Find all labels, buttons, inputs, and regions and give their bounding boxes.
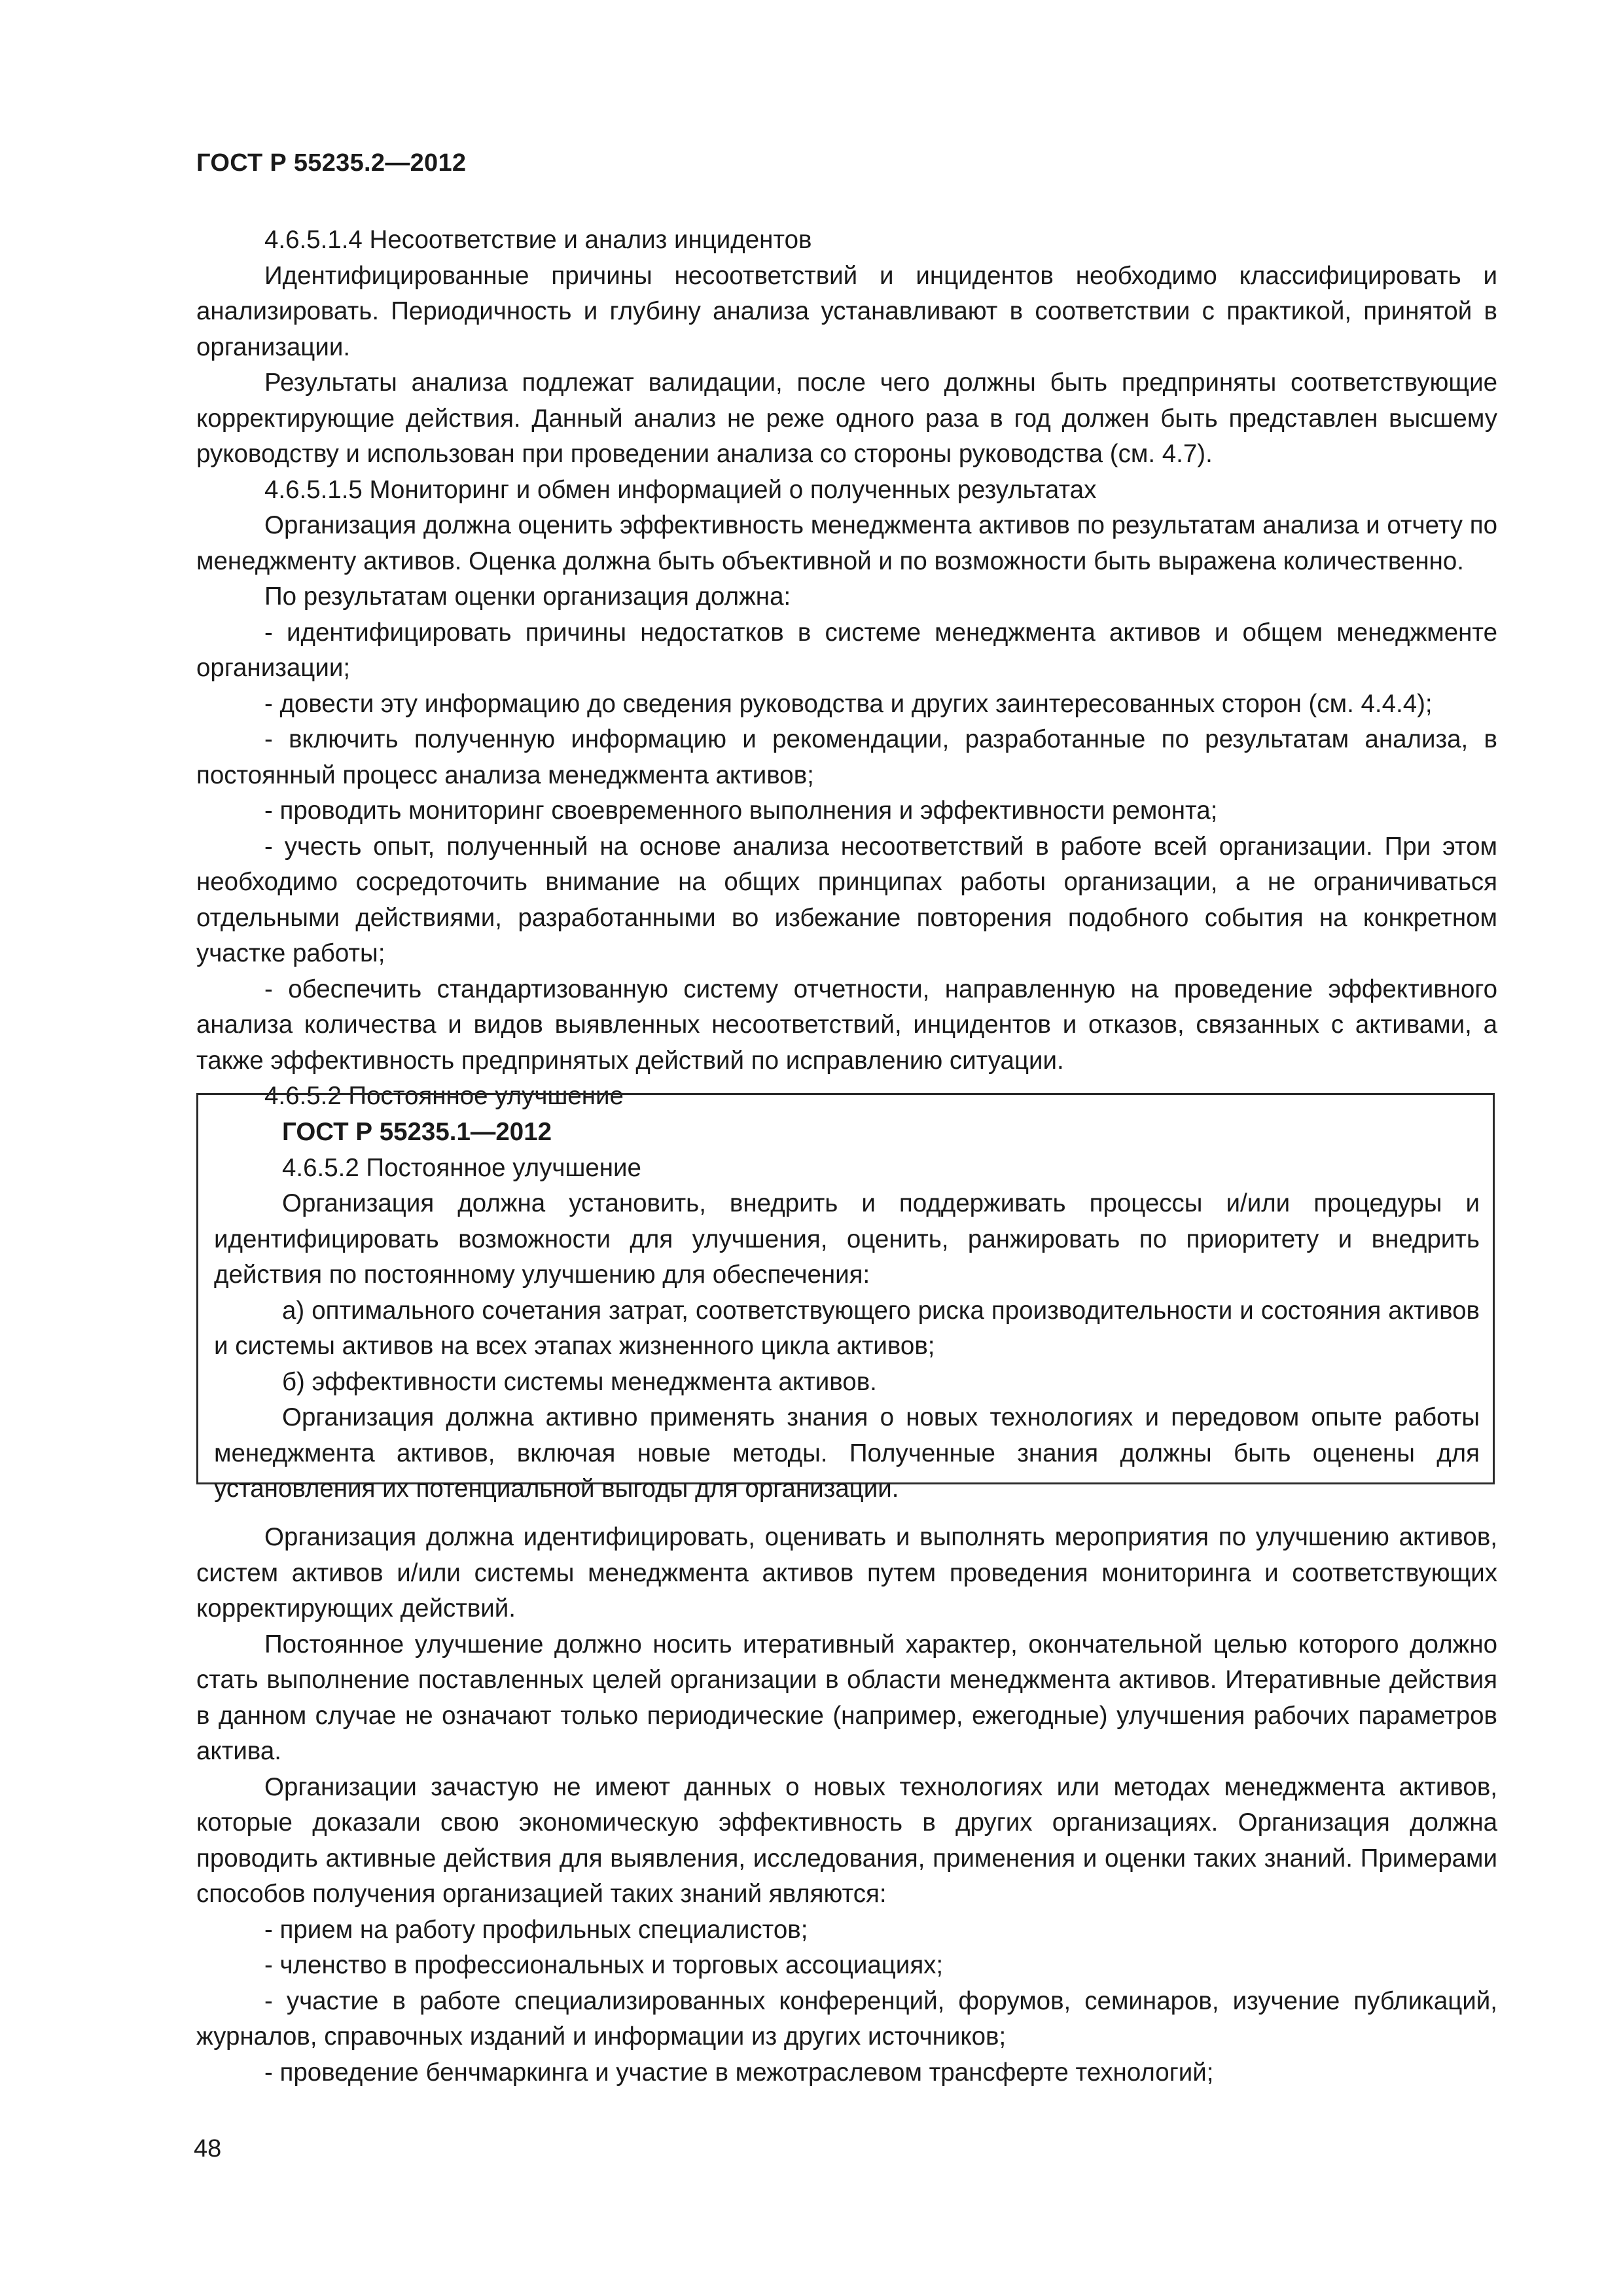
list-item: - идентифицировать причины недостатков в системе менеджмента активов и общем менеджменте организации; — [196, 618, 1497, 682]
list-item: - участие в работе специализированных конференций, форумов, семинаров, изучение публикаций, журналов, справочных изданий и информации из других источников; — [196, 1986, 1497, 2051]
paragraph: 4.6.5.1.5 Мониторинг и обмен информацией о полученных результатах — [264, 475, 1097, 504]
body-section-before-box — [196, 223, 1497, 1115]
quoted-standard-box — [196, 1093, 1495, 1503]
section-heading: 4.6.5.2 Постоянное улучшение — [264, 1082, 624, 1110]
paragraph: Организация должна идентифицировать, оценивать и выполнять мероприятия по улучшению активов, систем активов и/или системы менеджмента активов путем проведения мониторинга и соответствующих корректирующих действий. — [196, 1523, 1497, 1623]
document-header: ГОСТ Р 55235.2—2012 — [196, 149, 467, 177]
box-list-item: а) оптимального сочетания затрат, соответствующего риска производительности и состояния активов и системы активов на всех этапах жизненного цикла активов; — [214, 1296, 1480, 1360]
paragraph: Постоянное улучшение должно носить итеративный характер, окончательной целью которого должно стать выполнение поставленных целей организации в области менеджмента активов. Итеративные действия в данном случае не означают только периодические (например, ежегодные) улучшения рабочих параметров актива. — [196, 1630, 1497, 1765]
list-item: - учесть опыт, полученный на основе анализа несоответствий в работе всей организации. При этом необходимо сосредоточить внимание на общих принципах работы организации, а не ограничиваться отдельными действиями, разработанными во избежание повторения подобного события на конкретном участке работы; — [196, 832, 1497, 967]
paragraph: По результатам оценки организация должна: — [264, 583, 791, 611]
list-item: - членство в профессиональных и торговых ассоциациях; — [264, 1951, 944, 1979]
body-section-after-box — [196, 1520, 1497, 2090]
box-paragraph: Организация должна установить, внедрить и поддерживать процессы и/или процедуры и идентифицировать возможности для улучшения, оценить, ранжировать по приоритету и внедрить действия по постоянному улучшению для обеспечения: — [214, 1189, 1480, 1289]
box-paragraph: Организация должна активно применять знания о новых технологиях и передовом опыте работы менеджмента активов, включая новые методы. Полученные знания должны быть оценены для установления их потенциальной выгоды для организации. — [214, 1403, 1480, 1503]
list-item: - обеспечить стандартизованную систему отчетности, направленную на проведение эффективного анализа количества и видов выявленных несоответствий, инцидентов и отказов, связанных с активами, а также эффективность предпринятых действий по исправлению ситуации. — [196, 975, 1497, 1075]
list-item: - довести эту информацию до сведения руководства и других заинтересованных сторон (см. 4.4.4); — [264, 689, 1433, 718]
page-number: 48 — [194, 2135, 222, 2162]
paragraph: Результаты анализа подлежат валидации, после чего должны быть предприняты соответствующие корректирующие действия. Данный анализ не реже одного раза в год должен быть представлен высшему руководству и использован при проведении анализа со стороны руководства (см. 4.7). — [196, 368, 1497, 468]
list-item: - проводить мониторинг своевременного выполнения и эффективности ремонта; — [264, 797, 1218, 825]
box-paragraph: 4.6.5.2 Постоянное улучшение — [282, 1153, 641, 1182]
paragraph: 4.6.5.1.4 Несоответствие и анализ инцидентов — [264, 226, 812, 254]
box-title: ГОСТ Р 55235.1—2012 — [282, 1118, 552, 1146]
box-list-item: б) эффективности системы менеджмента активов. — [282, 1367, 877, 1396]
list-item: - проведение бенчмаркинга и участие в межотраслевом трансферте технологий; — [264, 2058, 1214, 2087]
paragraph: Идентифицированные причины несоответствий и инцидентов необходимо классифицировать и анализировать. Периодичность и глубину анализа устанавливают в соответствии с практикой, принятой в организации. — [196, 261, 1497, 361]
list-item: - включить полученную информацию и рекомендации, разработанные по результатам анализа, в постоянный процесс анализа менеджмента активов; — [196, 725, 1497, 789]
paragraph: Организация должна оценить эффективность менеджмента активов по результатам анализа и отчету по менеджменту активов. Оценка должна быть объективной и по возможности быть выражена количественно. — [196, 511, 1497, 575]
list-item: - прием на работу профильных специалистов; — [264, 1915, 808, 1944]
paragraph: Организации зачастую не имеют данных о новых технологиях или методах менеджмента активов, которые доказали свою экономическую эффективность в других организациях. Организация должна проводить активные действия для выявления, исследования, применения и оценки таких знаний. Примерами способов получения организацией таких знаний являются: — [196, 1772, 1497, 1908]
